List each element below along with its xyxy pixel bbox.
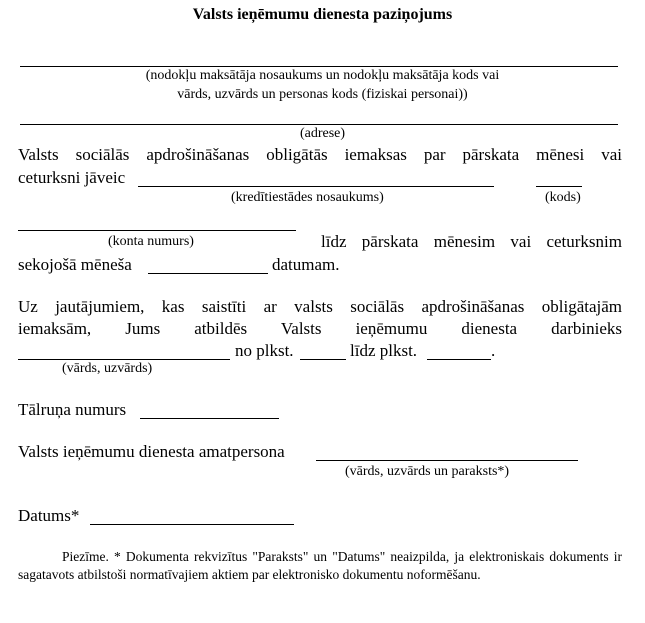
from-time-line	[300, 359, 346, 360]
phone-line	[140, 418, 279, 419]
footnote	[18, 548, 622, 584]
address-caption: (adrese)	[299, 126, 346, 141]
address-line	[20, 124, 618, 125]
taxpayer-caption-1: (nodokļu maksātāja nosaukums un nodokļu maksātāja kods vai	[145, 68, 500, 83]
account-caption: (konta numurs)	[108, 234, 194, 249]
to-time-line	[427, 359, 491, 360]
code-caption: (kods)	[545, 190, 581, 205]
from-time-label: no plkst.	[235, 341, 294, 360]
paragraph1-line2-prefix: ceturksni jāveic	[18, 168, 126, 187]
employee-name-line	[18, 359, 230, 360]
bank-caption: (kredītiestādes nosaukums)	[231, 190, 384, 205]
paragraph1-line3-suffix: līdz pārskata mēnesim vai ceturksnim	[321, 232, 622, 251]
taxpayer-line	[20, 66, 618, 67]
paragraph2-line2: iemaksām, Jums atbildēs Valsts ieņēmumu dienesta darbinieks	[18, 319, 622, 338]
official-line	[316, 460, 578, 461]
paragraph1-line4-prefix: sekojošā mēneša	[18, 255, 132, 274]
employee-name-caption: (vārds, uzvārds)	[62, 361, 153, 376]
paragraph2-line1: Uz jautājumiem, kas saistīti ar valsts sociālās apdrošināšanas obligātajām	[18, 297, 622, 316]
account-number-line	[18, 230, 296, 231]
bank-name-line	[138, 186, 494, 187]
official-label: Valsts ieņēmumu dienesta amatpersona	[18, 442, 285, 461]
paragraph1-line1: Valsts sociālās apdrošināšanas obligātās iemaksas par pārskata mēnesi vai	[18, 145, 622, 164]
day-line	[148, 273, 268, 274]
date-label: Datums*	[18, 506, 80, 525]
official-caption: (vārds, uzvārds un paraksts*)	[345, 464, 510, 479]
footnote-text: Piezīme. * Dokumenta rekvizītus "Paraksts" un "Datums" neaizpilda, ja elektroniskais dokuments ir sagatavots atbilstoši normatīvajiem aktiem par elektronisko dokumentu noformēšanu.	[18, 549, 622, 582]
phone-label: Tālruņa numurs	[18, 400, 127, 419]
to-time-label: līdz plkst.	[350, 341, 418, 360]
date-line	[90, 524, 294, 525]
bank-code-line	[536, 186, 582, 187]
taxpayer-caption-2: vārds, uzvārds un personas kods (fiziskai personai))	[177, 87, 468, 102]
paragraph1-line4-suffix: datumam.	[272, 255, 340, 274]
period-char: .	[491, 341, 496, 360]
document-title: Valsts ieņēmumu dienesta paziņojums	[192, 6, 453, 23]
